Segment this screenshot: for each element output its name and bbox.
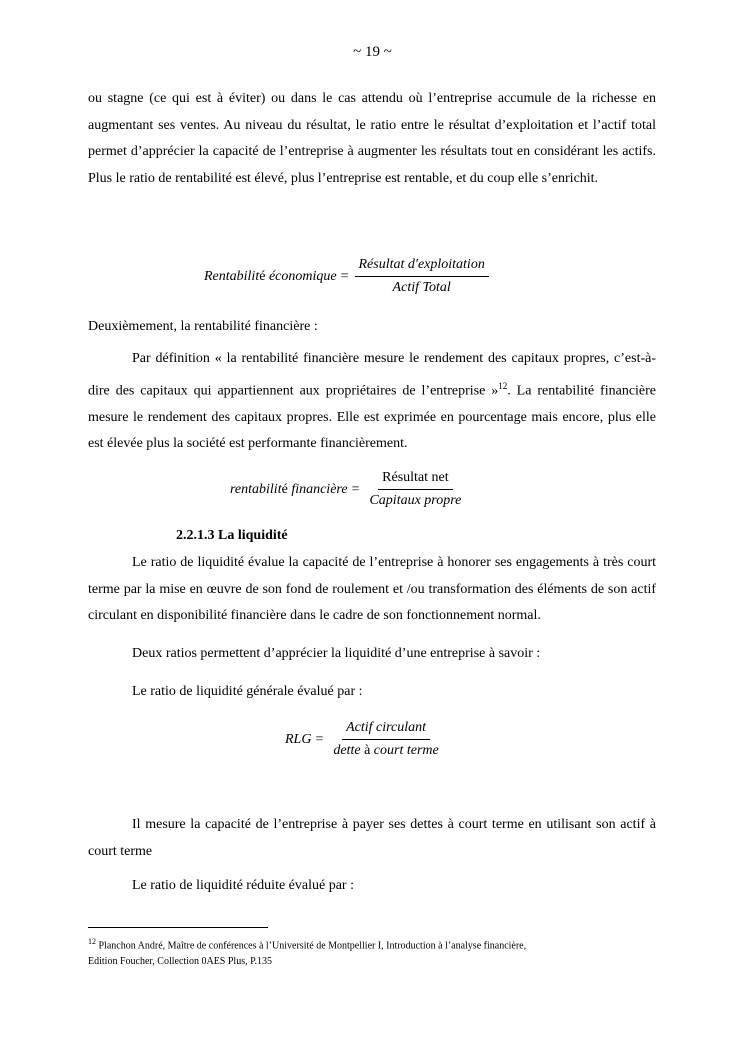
- deux-ratios-line: Deux ratios permettent d’apprécier la liquidité d’une entreprise à savoir :: [132, 646, 541, 661]
- paragraph-intro: [88, 86, 656, 192]
- footnote-mark: 12: [88, 937, 96, 946]
- formula-3-equals: =: [315, 731, 324, 747]
- formula-2-lhs: rentabilité financière: [230, 481, 348, 497]
- formula-3-fraction: [329, 720, 442, 759]
- formula-2-equals: =: [351, 481, 360, 497]
- footnote-divider: [88, 927, 268, 928]
- formula-rentabilite-economique: [204, 257, 489, 296]
- footnote: [88, 934, 688, 970]
- paragraph-liquidite: [88, 550, 656, 630]
- paragraph-rlg-explanation: [88, 812, 656, 865]
- rlg-line-2: actif à court terme: [88, 817, 656, 859]
- liq-line-3: de son actif circulant en disponibilité financière dans le cadre de son fonctionnement normal.: [88, 581, 657, 623]
- formula-1-numerator: Résultat d′exploitation: [355, 257, 489, 277]
- formula-1-fraction: [355, 257, 489, 296]
- intro-line-1: ou stagne (ce qui est à éviter) ou dans le cas attendu où l’entreprise accumule de la richesse en: [88, 91, 656, 106]
- rf-line-2b: . La rentabilité: [507, 383, 595, 399]
- intro-line-5: coup elle s’enrichit.: [487, 170, 599, 186]
- footnote-line-2: Edition Foucher, Collection 0AES Plus, P.135: [88, 956, 273, 968]
- ratio-reduite-line: Le ratio de liquidité réduite évalué par :: [132, 878, 354, 893]
- rf-line-1: Par définition « la rentabilité financière mesure le rendement des capitaux propres,: [132, 351, 610, 366]
- formula-1-lhs: Rentabilité économique: [204, 268, 337, 284]
- formula-3-numerator: Actif circulant: [342, 720, 430, 740]
- liq-line-2: court terme par la mise en œuvre de son fond de roulement et /ou transformation des éléments: [88, 555, 656, 597]
- rf-line-3: financière mesure le rendement des capitaux propres. Elle est exprimée en pourcentage mais: [88, 383, 657, 425]
- formula-2-denominator: Capitaux propre: [369, 493, 462, 508]
- formula-2-numerator: Résultat net: [378, 470, 453, 490]
- page-number: ~ 19 ~: [353, 44, 392, 60]
- intro-line-4: considérant les actifs. Plus le ratio de rentabilité est élevé, plus l’entreprise est rentable, et du: [88, 144, 657, 186]
- paragraph-rentabilite-financiere: [88, 346, 656, 458]
- footnote-line-1: $^{12}$ Planchon André, Maître de conférences à l’Université de Montpellier I, Introduction à l’analyse financière,: [88, 937, 527, 952]
- formula-2-fraction: [365, 470, 465, 509]
- formula-1-equals: =: [340, 268, 349, 284]
- formula-3-lhs: RLG: [285, 731, 312, 747]
- formula-3-denominator: dette à court terme: [333, 743, 439, 758]
- footnote-reference[interactable]: 12: [498, 380, 508, 391]
- formula-rentabilite-financiere: [230, 470, 465, 509]
- intro-line-2: augmentant ses ventes. Au niveau du résultat, le ratio entre le résultat d’exploitation et l’actif: [88, 117, 627, 133]
- formula-1-denominator: Actif Total: [392, 280, 451, 295]
- liq-line-1: Le ratio de liquidité évalue la capacité de l’entreprise à honorer ses engagements à très: [132, 555, 624, 570]
- rlg-line-1: Il mesure la capacité de l’entreprise à payer ses dettes à court terme en utilisant son: [132, 817, 616, 832]
- ratio-generale-line: Le ratio de liquidité générale évalué par :: [132, 684, 363, 699]
- rf-line-2a: c’est-à-dire des capitaux qui appartiennent aux propriétaires de l’entreprise »: [88, 351, 656, 399]
- section-heading-liquidite: 2.2.1.3 La liquidité: [176, 528, 288, 543]
- rentabilite-financiere-intro: Deuxièmement, la rentabilité financière :: [88, 319, 318, 334]
- intro-line-3: total permet d’apprécier la capacité de l’entreprise à augmenter les résultats tout en: [88, 117, 656, 159]
- formula-rlg: [285, 720, 443, 759]
- rf-line-4: encore, plus elle est élevée plus la société est performante financièrement.: [88, 409, 656, 452]
